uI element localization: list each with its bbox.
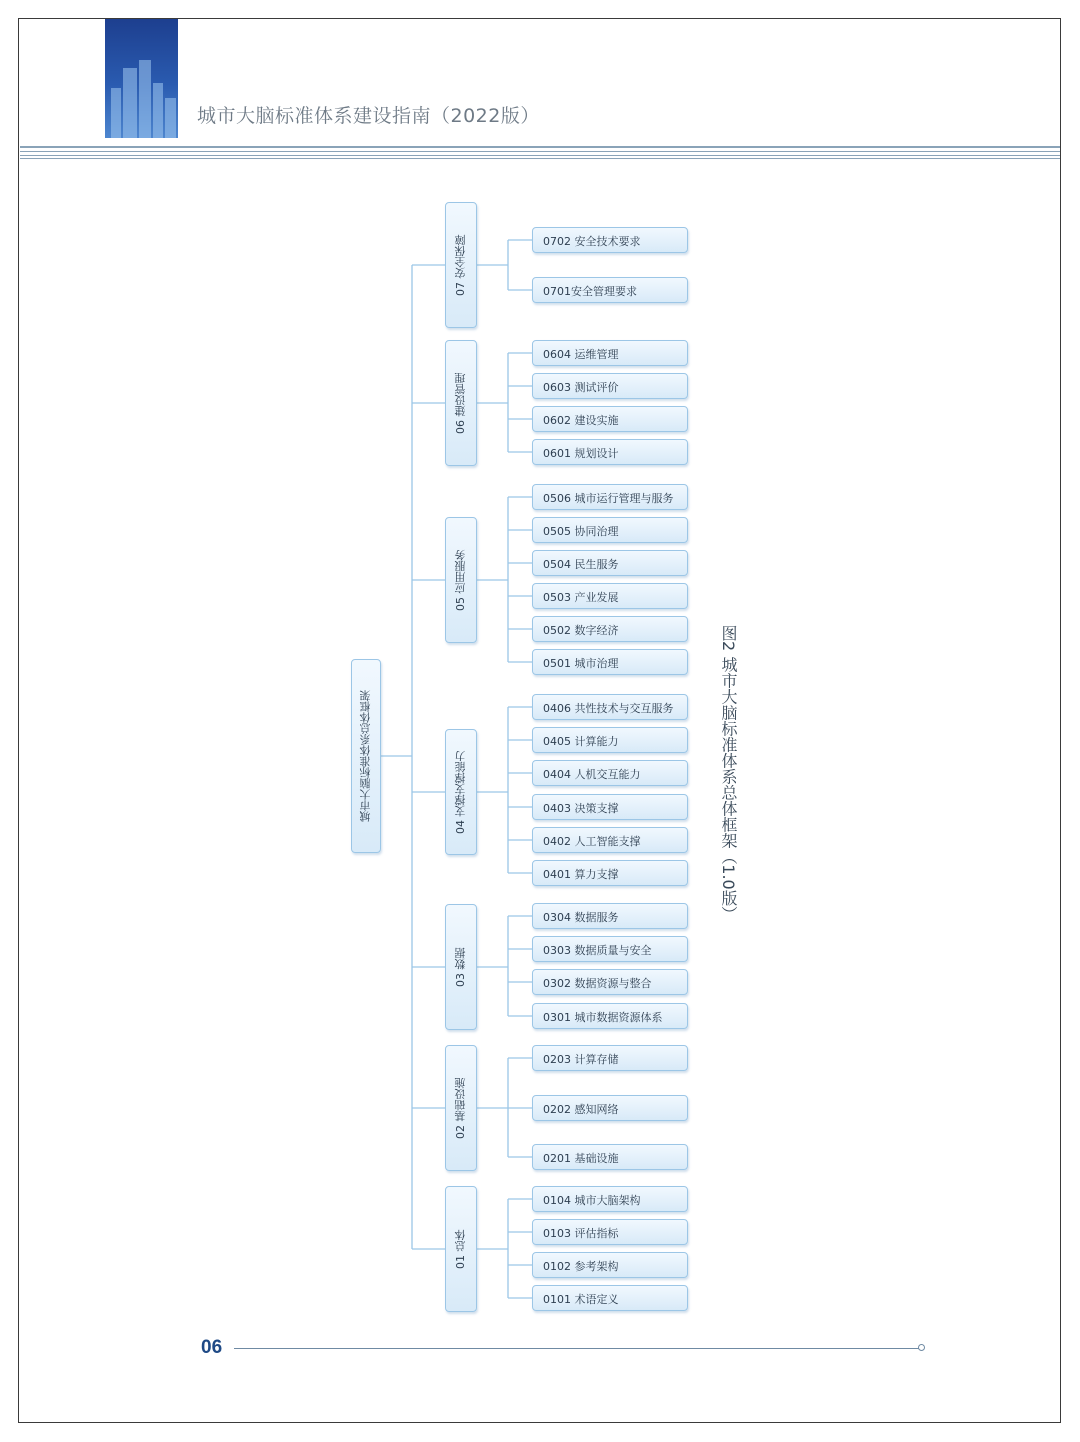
item-node [532, 583, 688, 609]
item-node [532, 936, 688, 962]
item-node-label: 0401 算力支撑 [543, 868, 619, 881]
item-node-label: 0506 城市运行管理与服务 [543, 492, 674, 505]
item-node-label: 0201 基础设施 [543, 1152, 619, 1165]
item-node-label: 0302 数据资源与整合 [543, 977, 652, 990]
group-node-label: 07 安全保障 [454, 234, 467, 296]
item-node [532, 694, 688, 720]
item-node-label: 0304 数据服务 [543, 911, 619, 924]
item-node-label: 0102 参考架构 [543, 1260, 619, 1273]
item-node [532, 484, 688, 510]
item-node-label: 0405 计算能力 [543, 735, 619, 748]
item-node [532, 1144, 688, 1170]
group-node-label: 04 支撑支撑能力 [454, 750, 467, 834]
figure-caption: 图2 城市大脑标准体系总体框架（1.0版） [719, 625, 738, 922]
item-node [532, 373, 688, 399]
group-node [445, 340, 477, 466]
item-node-label: 0501 城市治理 [543, 657, 619, 670]
item-node-label: 0104 城市大脑架构 [543, 1194, 641, 1207]
group-node [445, 904, 477, 1030]
item-node-label: 0403 决策支撑 [543, 802, 619, 815]
item-node [532, 616, 688, 642]
item-node [532, 439, 688, 465]
root-node [351, 659, 381, 853]
item-node-label: 0701安全管理要求 [543, 285, 637, 298]
item-node [532, 969, 688, 995]
item-node-label: 0604 运维管理 [543, 348, 619, 361]
item-node [532, 827, 688, 853]
item-node [532, 1285, 688, 1311]
group-node-label: 01 总体 [454, 1229, 467, 1269]
item-node [532, 550, 688, 576]
group-node-label: 06 建设管理 [454, 372, 467, 434]
group-node [445, 729, 477, 855]
document-title: 城市大脑标准体系建设指南（2022版） [197, 105, 540, 127]
item-node [532, 1219, 688, 1245]
root-node-label: 城市大脑标准体系总体框架 [359, 690, 372, 822]
item-node [532, 277, 688, 303]
item-node [532, 406, 688, 432]
item-node-label: 0203 计算存储 [543, 1053, 619, 1066]
group-node [445, 1186, 477, 1312]
item-node-label: 0202 感知网络 [543, 1103, 619, 1116]
group-node-label: 03 数据 [454, 947, 467, 987]
item-node [532, 903, 688, 929]
item-node-label: 0601 规划设计 [543, 447, 619, 460]
item-node [532, 1045, 688, 1071]
item-node-label: 0603 测试评价 [543, 381, 619, 394]
item-node-label: 0402 人工智能支撑 [543, 835, 641, 848]
item-node-label: 0502 数字经济 [543, 624, 619, 637]
group-node-label: 02 基础设施 [454, 1077, 467, 1139]
item-node [532, 1252, 688, 1278]
item-node [532, 1186, 688, 1212]
page-number: 06 [201, 1337, 223, 1358]
footer-line [234, 1348, 920, 1349]
item-node-label: 0702 安全技术要求 [543, 235, 641, 248]
item-node-label: 0505 协同治理 [543, 525, 619, 538]
item-node-label: 0303 数据质量与安全 [543, 944, 652, 957]
group-node [445, 1045, 477, 1171]
item-node [532, 227, 688, 253]
item-node-label: 0101 术语定义 [543, 1293, 619, 1306]
item-node-label: 0301 城市数据资源体系 [543, 1011, 663, 1024]
group-node [445, 517, 477, 643]
item-node-label: 0103 评估指标 [543, 1227, 619, 1240]
item-node [532, 340, 688, 366]
item-node [532, 649, 688, 675]
item-node [532, 760, 688, 786]
footer-dot [918, 1344, 925, 1351]
item-node-label: 0406 共性技术与交互服务 [543, 702, 674, 715]
item-node [532, 1003, 688, 1029]
item-node [532, 727, 688, 753]
item-node-label: 0602 建设实施 [543, 414, 619, 427]
item-node-label: 0504 民生服务 [543, 558, 619, 571]
item-node [532, 517, 688, 543]
item-node [532, 860, 688, 886]
group-node [445, 202, 477, 328]
item-node [532, 794, 688, 820]
item-node [532, 1095, 688, 1121]
item-node-label: 0404 人机交互能力 [543, 768, 641, 781]
item-node-label: 0503 产业发展 [543, 591, 619, 604]
group-node-label: 05 应用服务 [454, 549, 467, 611]
